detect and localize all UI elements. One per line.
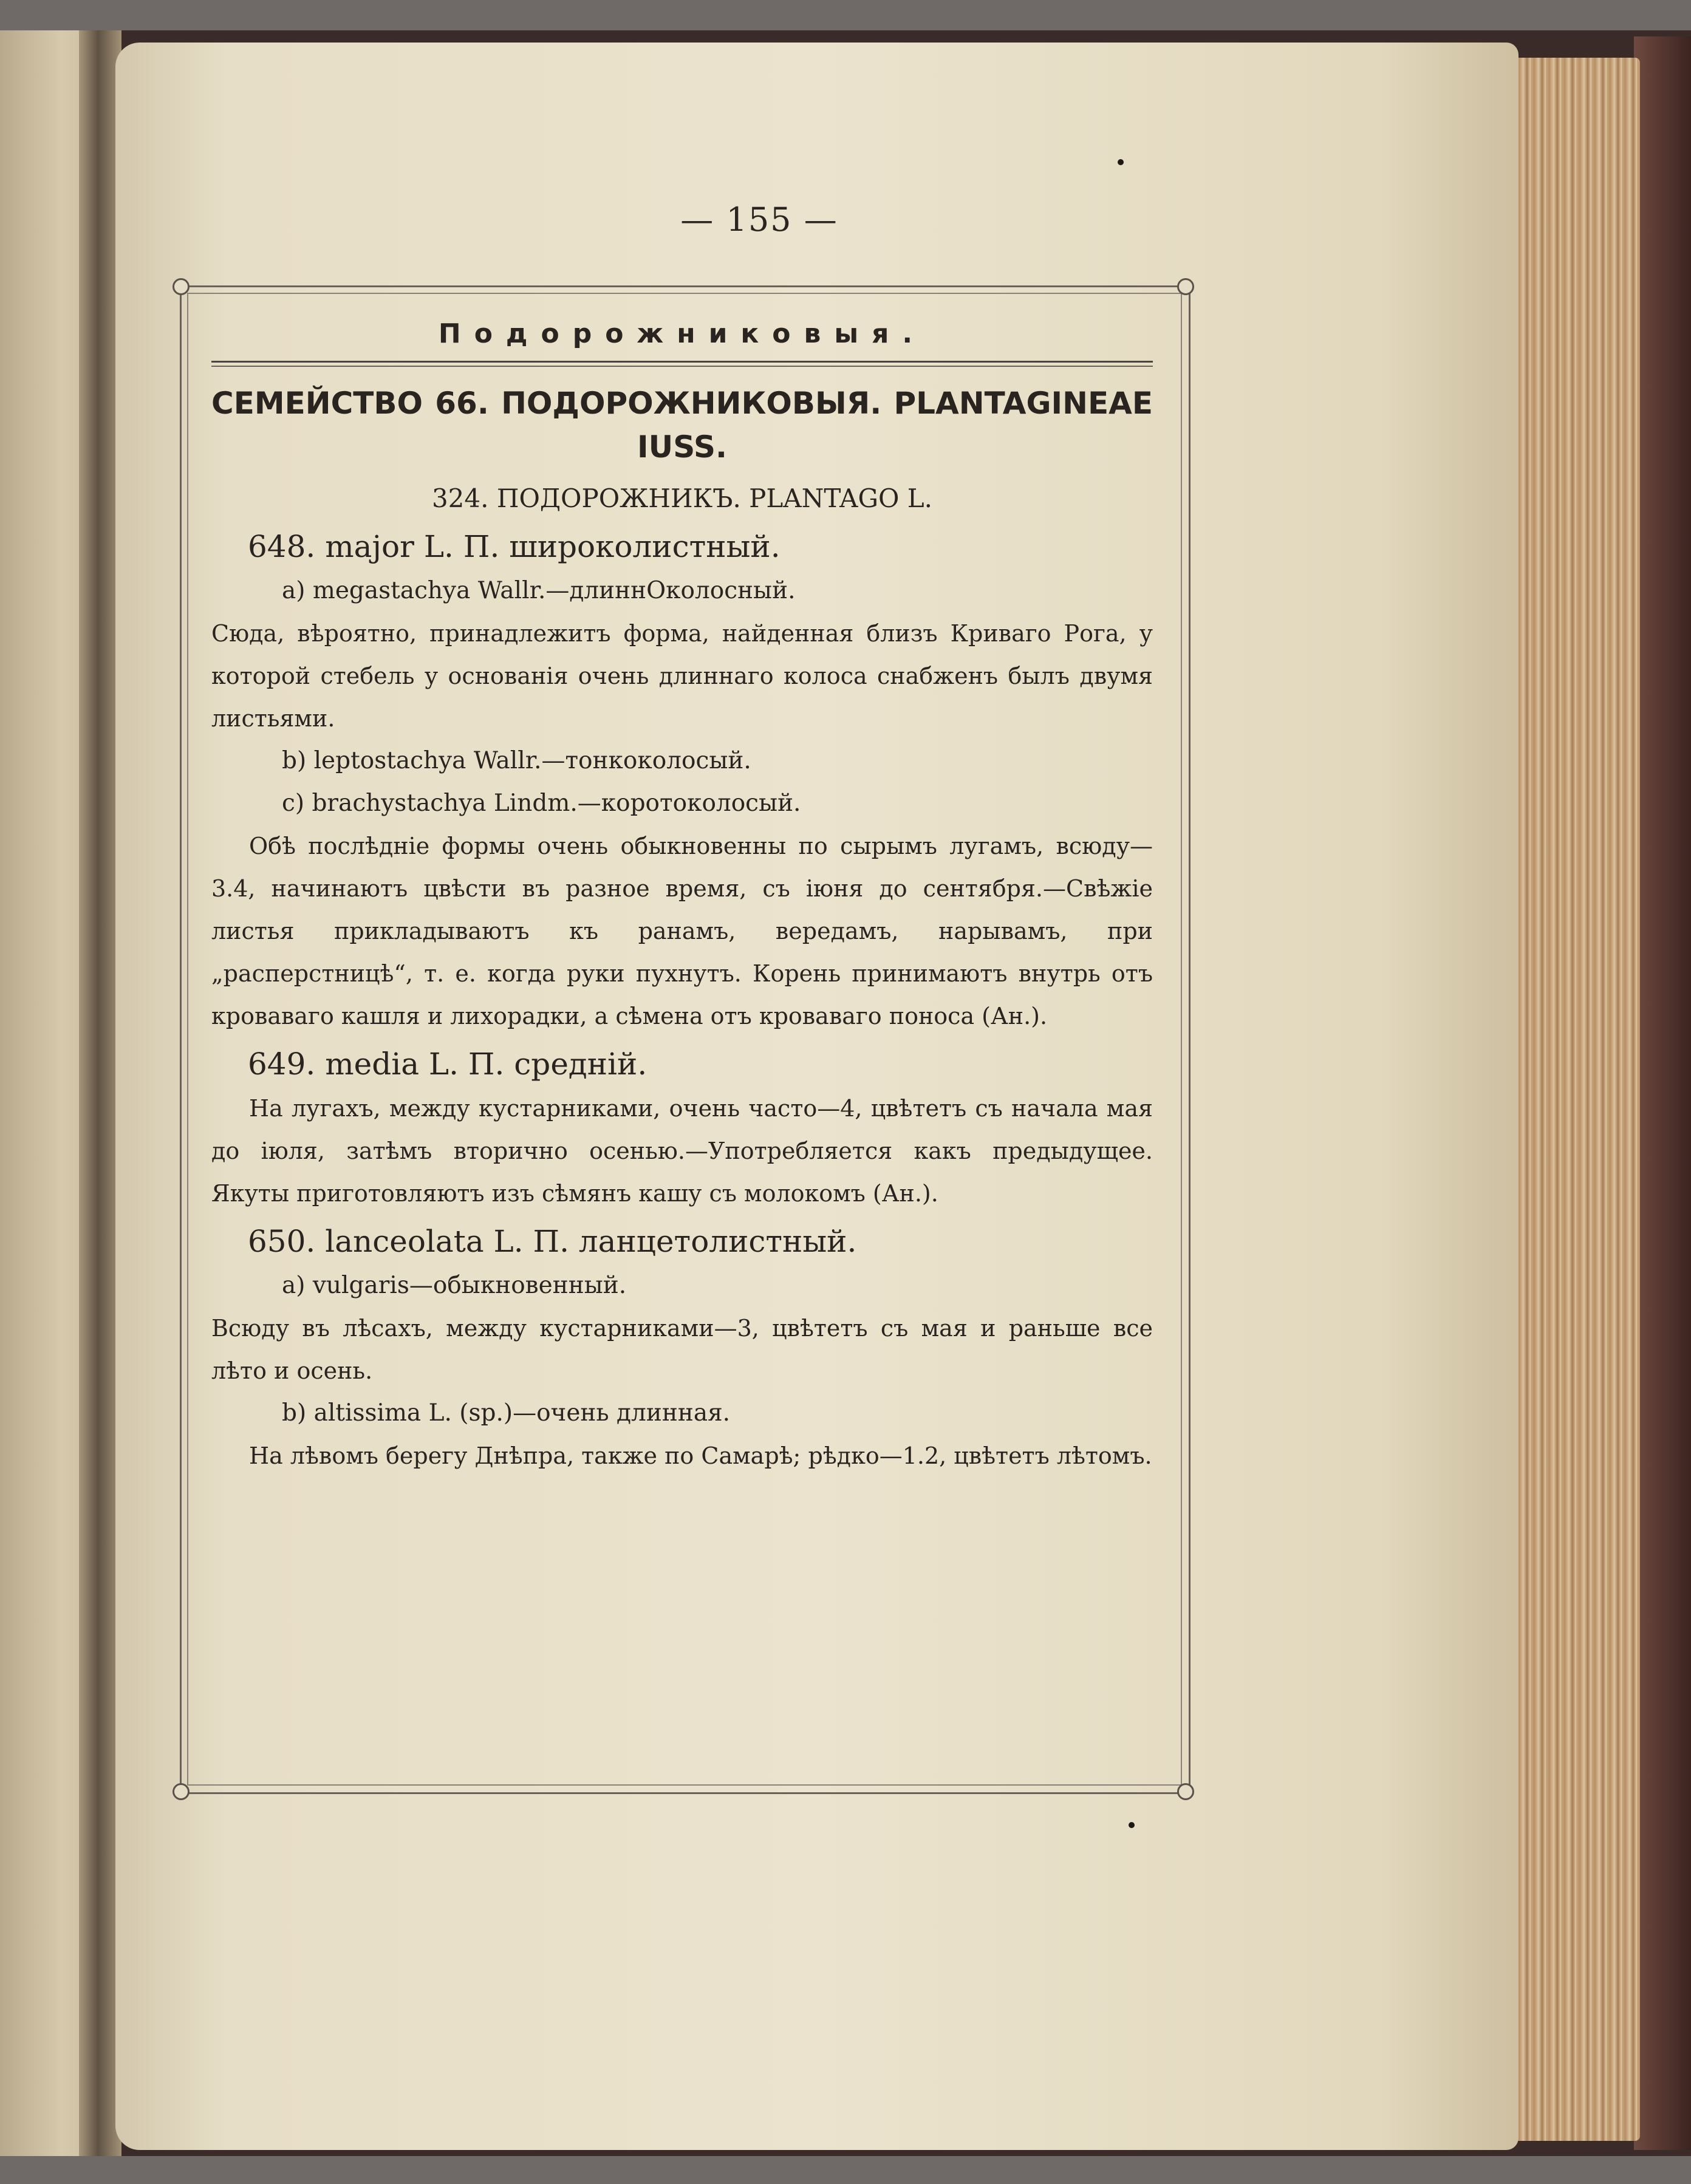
header-rule [211, 361, 1153, 367]
paragraph: На лѣвомъ берегу Днѣпра, также по Самарѣ; рѣдко—1.2, цвѣтетъ лѣтомъ. [249, 1442, 1152, 1469]
paragraph: На лугахъ, между кустарниками, очень часто—4, цвѣтетъ съ начала мая до іюля, затѣмъ вторично осенью.—Употребляется какъ предыдущее. Якуты приготовляютъ изъ сѣмянъ кашу съ молокомъ (Ан.). [211, 1095, 1153, 1207]
scan-background-top [0, 0, 1691, 30]
frame-corner-ornament [173, 278, 190, 295]
ink-spot [1129, 1822, 1135, 1828]
scan-background-bottom [0, 2156, 1691, 2184]
running-head: Подорожниковыя. [438, 318, 926, 349]
book-cover-edge [1634, 36, 1691, 2150]
frame-corner-ornament [173, 1783, 190, 1800]
species-heading: 650. lanceolata L. П. ланцетолистный. [248, 1224, 857, 1259]
species-heading: 649. media L. П. средній. [248, 1046, 647, 1082]
page-edges [1500, 58, 1640, 2141]
frame-corner-ornament [1177, 1783, 1194, 1800]
variety-line: a) vulgaris—обыкновенный. [282, 1272, 627, 1299]
paragraph: Обѣ послѣдніе формы очень обыкновенны по сырымъ лугамъ, всюду—3.4, начинаютъ цвѣсти въ разное время, съ іюня до сентября.—Свѣжіе листья прикладываютъ къ ранамъ, вередамъ, нарывамъ, при „расперстницѣ“, т. е. когда руки пухнутъ. Корень принимаютъ внутрь отъ кроваваго кашля и лихорадки, а сѣмена отъ кроваваго поноса (Ан.). [211, 833, 1153, 1029]
ink-spot [1118, 159, 1124, 165]
page-number: — 155 — [680, 200, 838, 239]
variety-line: b) leptostachya Wallr.—тонкоколосый. [282, 747, 751, 774]
paragraph: Всюду въ лѣсахъ, между кустарниками—3, цвѣтетъ съ мая и раньше все лѣто и осень. [211, 1315, 1153, 1384]
variety-line: b) altissima L. (sp.)—очень длинная. [282, 1399, 731, 1427]
variety-line: c) brachystachya Lindm.—коротоколосый. [282, 790, 801, 817]
genus-heading: 324. ПОДОРОЖНИКЪ. PLANTAGO L. [431, 483, 933, 513]
species-heading: 648. major L. П. широколистный. [248, 529, 781, 564]
paragraph: Сюда, вѣроятно, принадлежитъ форма, найденная близъ Криваго Рога, у которой стебель у основанія очень длиннаго колоса снабженъ былъ двумя листьями. [211, 620, 1153, 732]
variety-line: a) megastachya Wallr.—длиннОколосный. [282, 577, 796, 604]
page-body [211, 305, 1153, 1477]
family-heading: СЕМЕЙСТВО 66. ПОДОРОЖНИКОВЫЯ. PLANTAGINEAE IUSS. [211, 386, 1153, 465]
frame-corner-ornament [1177, 278, 1194, 295]
